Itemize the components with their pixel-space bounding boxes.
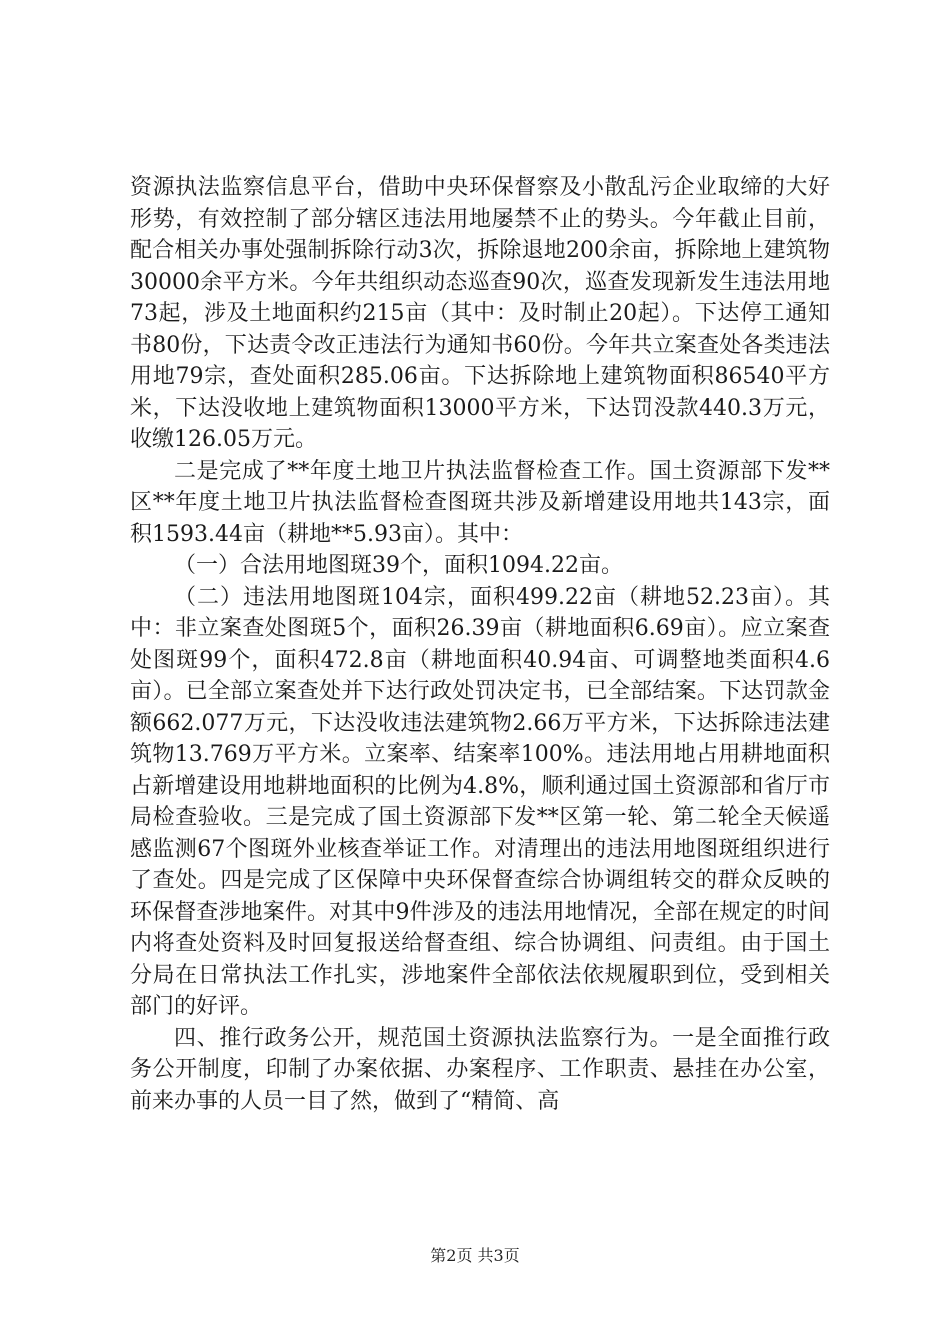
paragraph-4: （二）违法用地图斑104宗，面积499.22亩（耕地52.23亩）。其中：非立案查处图斑5个，面积26.39亩（耕地面积6.69亩）。应立案查处图斑99个，面积472.8亩（耕地面积40.94亩、可调整地类面积4.6亩）。已全部立案查处并下达行政处罚决定书，已全部结案。下达罚款金额662.077万元，下达没收违法建筑物2.66万平方米，下达拆除违法建筑物13.769万平方米。立案率、结案率100%。违法用地占用耕地面积占新增建设用地耕地面积的比例为4.8%，顺利通过国土资源部和省厅市局检查验收。三是完成了国土资源部下发**区第一轮、第二轮全天候遥感监测67个图斑外业核查举证工作。对清理出的违法用地图斑组织进行了查处。四是完成了区保障中央环保督查综合协调组转交的群众反映的环保督查涉地案件。对其中9件涉及的违法用地情况，全部在规定的时间内将查处资料及时回复报送给督查组、综合协调组、问责组。由于国土分局在日常执法工作扎实，涉地案件全部依法依规履职到位，受到相关部门的好评。 <box>130 584 830 1019</box>
page-number: 第2页 <box>430 1246 473 1265</box>
paragraph-1: 资源执法监察信息平台，借助中央环保督察及小散乱污企业取缔的大好形势，有效控制了部分辖区违法用地屡禁不止的势头。今年截止目前，配合相关办事处强制拆除行动3次，拆除退地200余亩，拆除地上建筑物30000余平方米。今年共组织动态巡查90次，巡查发现新发生违法用地73起，涉及土地面积约215亩（其中：及时制止20起）。下达停工通知书80份，下达责令改正违法行为通知书60份。今年共立案查处各类违法用地79宗，查处面积285.06亩。下达拆除地上建筑物面积86540平方米，下达没收地上建筑物面积13000平方米，下达罚没款440.3万元，收缴126.05万元。 <box>130 175 830 452</box>
paragraph-5: 四、推行政务公开，规范国土资源执法监察行为。一是全面推行政务公开制度，印制了办案依据、办案程序、工作职责、悬挂在办公室，前来办事的人员一目了然，做到了“精简、高 <box>130 1025 830 1114</box>
page-footer <box>0 1243 950 1266</box>
paragraph-2: 二是完成了**年度土地卫片执法监督检查工作。国土资源部下发**区**年度土地卫片执法监督检查图斑共涉及新增建设用地共143宗，面积1593.44亩（耕地**5.93亩）。其中： <box>130 458 830 547</box>
page-total: 共3页 <box>477 1246 520 1265</box>
document-body <box>130 172 830 1117</box>
paragraph-3: （一）合法用地图斑39个，面积1094.22亩。 <box>174 553 623 578</box>
